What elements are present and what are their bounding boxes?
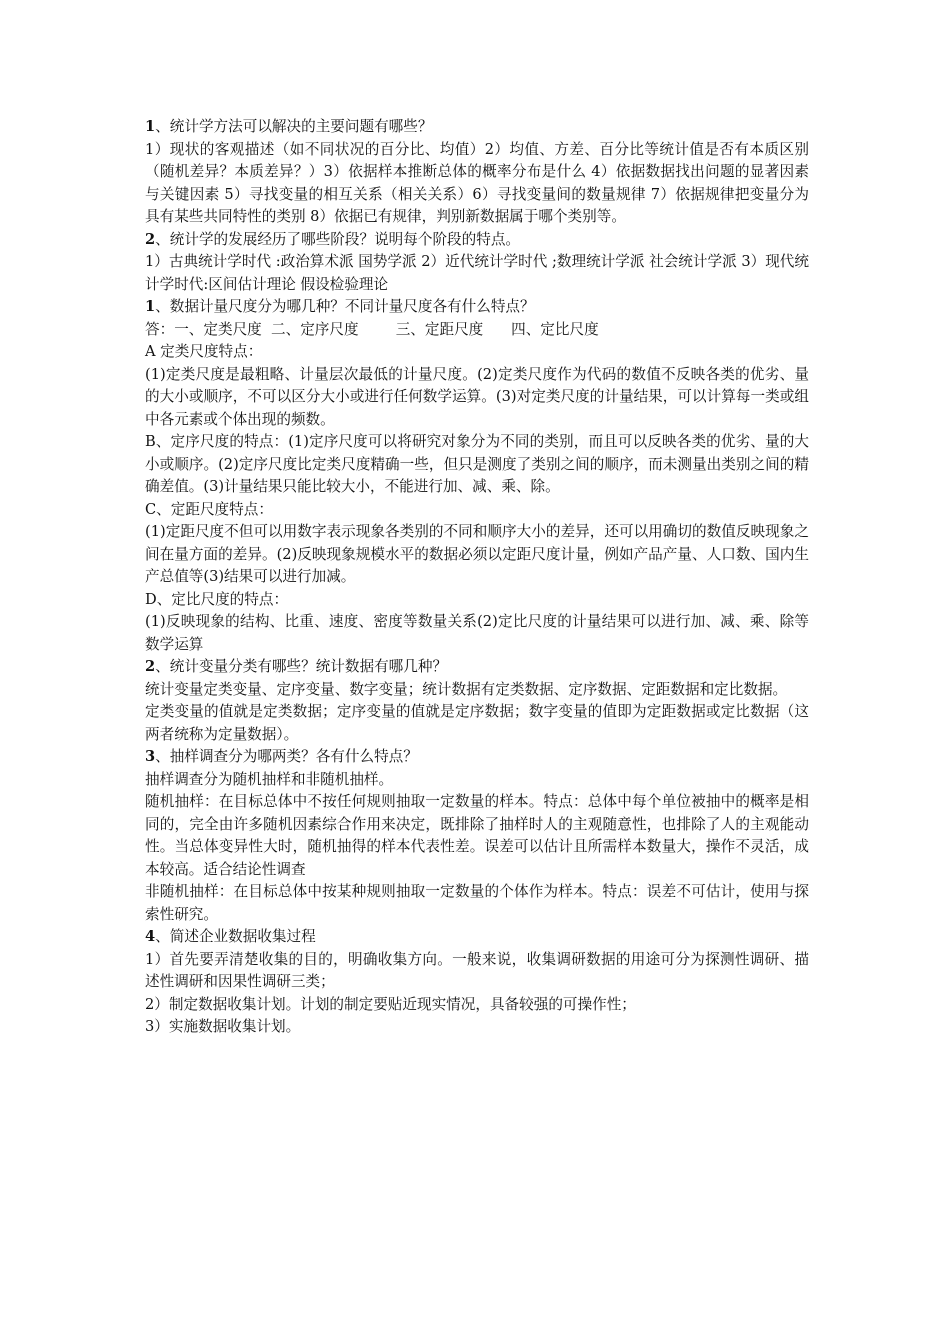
question-heading xyxy=(145,926,809,949)
question-number: 3 xyxy=(145,748,156,765)
answer-paragraph: 1）现状的客观描述（如不同状况的百分比、均值）2）均值、方差、百分比等统计值是否有本质区别（随机差异？本质差异？）3）依据样本推断总体的概率分布是什么 4）依据数据找出问题的显著因素与关键因素 5）寻找变量的相互关系（相关关系）6）寻找变量间的数量规律 7）依据规律把变量分为具有某些共同特性的类别 8）依据已有规律，判别新数据属于哪个类别等。 xyxy=(145,140,809,225)
question-text: 、统计学的发展经历了哪些阶段？说明每个阶段的特点。 xyxy=(155,230,521,248)
answer-paragraph: 1）首先要弄清楚收集的目的，明确收集方向。一般来说，收集调研数据的用途可分为探测性调研、描述性调研和因果性调研三类； xyxy=(145,950,809,990)
question-text: 、统计变量分类有哪些？统计数据有哪几种？ xyxy=(155,658,448,675)
question-number: 4 xyxy=(145,928,156,945)
question-text: 、抽样调查分为哪两类？各有什么特点？ xyxy=(155,748,418,765)
answer-paragraph: 定类变量的值就是定类数据；定序变量的值就是定序数据；数字变量的值即为定距数据或定比数据（这两者统称为定量数据）。 xyxy=(145,703,809,743)
question-heading xyxy=(145,656,809,679)
question-text: 、简述企业数据收集过程 xyxy=(155,928,316,945)
answer-paragraph: A 定类尺度特点： xyxy=(145,343,263,360)
question-text: 、数据计量尺度分为哪几种？不同计量尺度各有什么特点？ xyxy=(155,298,535,315)
answer-paragraph: (1)定距尺度不但可以用数字表示现象各类别的不同和顺序大小的差异，还可以用确切的数值反映现象之间在量方面的差异。(2)反映现象规模水平的数据必须以定距尺度计量，例如产品产量、人口数、国内生产总值等(3)结果可以进行加减。 xyxy=(145,523,809,585)
answer-paragraph: 答：一、定类尺度 二、定序尺度 三、定距尺度 四、定比尺度 xyxy=(145,320,599,338)
answer-paragraph: 随机抽样：在目标总体中不按任何规则抽取一定数量的样本。特点：总体中每个单位被抽中的概率是相同的，完全由许多随机因素综合作用来决定，既排除了抽样时人的主观随意性，也排除了人的主观能动性。当总体变异性大时，随机抽得的样本代表性差。误差可以估计且所需样本数量大，操作不灵活，成本较高。适合结论性调查 xyxy=(145,793,809,878)
answer-paragraph: (1)反映现象的结构、比重、速度、密度等数量关系(2)定比尺度的计量结果可以进行加、减、乘、除等数学运算 xyxy=(145,613,809,653)
question-text: 、统计学方法可以解决的主要问题有哪些？ xyxy=(155,118,433,135)
document-page xyxy=(145,116,809,1039)
answer-paragraph: 1）古典统计学时代 :政治算术派 国势学派 2）近代统计学时代 ;数理统计学派 社会统计学派 3）现代统计学时代:区间估计理论 假设检验理论 xyxy=(145,253,809,293)
answer-paragraph: B、定序尺度的特点：(1)定序尺度可以将研究对象分为不同的类别，而且可以反映各类的优劣、量的大小或顺序。(2)定序尺度比定类尺度精确一些，但只是测度了类别之间的顺序，而未测量出类别之间的精确差值。(3)计量结果只能比较大小，不能进行加、减、乘、除。 xyxy=(145,433,809,495)
question-number: 2 xyxy=(145,230,156,248)
question-heading xyxy=(145,116,809,139)
answer-paragraph: 2）制定数据收集计划。计划的制定要贴近现实情况，具备较强的可操作性； xyxy=(145,995,636,1013)
question-heading xyxy=(145,746,809,769)
answer-paragraph: D、定比尺度的特点： xyxy=(145,590,289,608)
answer-paragraph: 统计变量定类变量、定序变量、数字变量；统计数据有定类数据、定序数据、定距数据和定比数据。 xyxy=(145,680,788,698)
answer-paragraph: C、定距尺度特点： xyxy=(145,500,273,518)
answer-paragraph: 3）实施数据收集计划。 xyxy=(145,1018,301,1035)
question-number: 1 xyxy=(145,298,156,315)
question-number: 2 xyxy=(145,658,156,675)
answer-paragraph: 抽样调查分为随机抽样和非随机抽样。 xyxy=(145,770,394,788)
question-number: 1 xyxy=(145,118,156,135)
answer-paragraph: 非随机抽样：在目标总体中按某种规则抽取一定数量的个体作为样本。特点：误差不可估计，使用与探索性研究。 xyxy=(145,883,809,923)
question-heading xyxy=(145,229,809,252)
answer-paragraph: (1)定类尺度是最粗略、计量层次最低的计量尺度。(2)定类尺度作为代码的数值不反映各类的优劣、量的大小或顺序，不可以区分大小或进行任何数学运算。(3)对定类尺度的计量结果，可以计算每一类或组中各元素或个体出现的频数。 xyxy=(145,365,809,428)
question-heading xyxy=(145,296,809,319)
